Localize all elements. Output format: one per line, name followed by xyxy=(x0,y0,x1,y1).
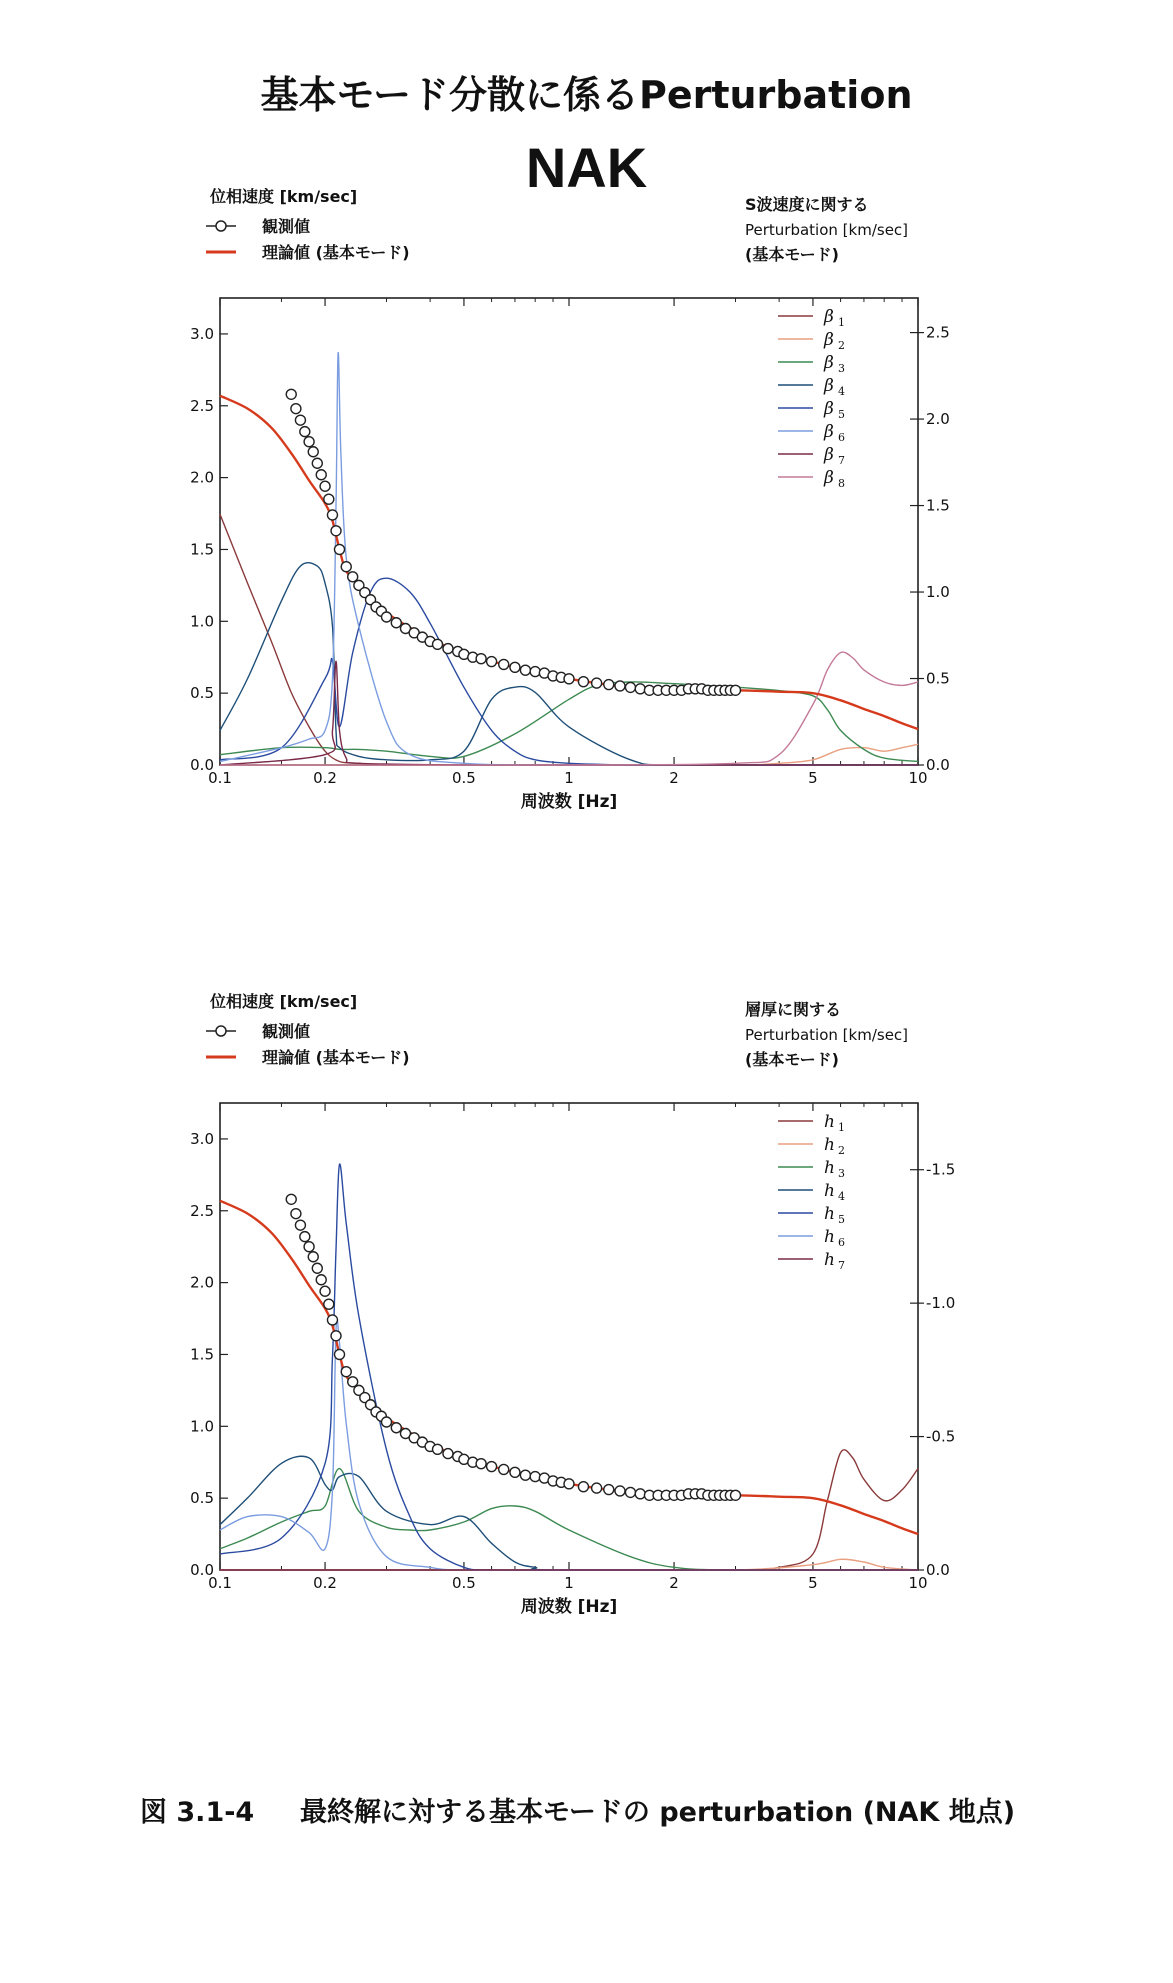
figure-caption-text: 最終解に対する基本モードの perturbation (NAK 地点) xyxy=(300,1797,1016,1828)
right-y-tick-label: 1.0 xyxy=(926,583,950,602)
s-wave-perturbation-chart xyxy=(0,180,1173,820)
left-y-tick-label: 0.0 xyxy=(190,1561,214,1579)
observed-point xyxy=(487,657,497,667)
legend-label: h xyxy=(824,1250,835,1270)
observed-point xyxy=(348,572,358,582)
observed-point xyxy=(635,684,645,694)
observed-point xyxy=(592,1483,602,1493)
legend-label-subscript: 2 xyxy=(838,1144,845,1157)
legend-label-subscript: 5 xyxy=(838,408,845,421)
left-y-tick-label: 0.5 xyxy=(190,684,214,703)
x-tick-label: 0.1 xyxy=(208,769,232,787)
observed-point xyxy=(731,685,741,695)
legend-label-subscript: 7 xyxy=(838,454,845,467)
observed-point xyxy=(615,1486,625,1496)
left-y-tick-label: 1.0 xyxy=(190,612,214,631)
figure-number: 図 3.1-4 xyxy=(140,1797,255,1828)
observed-point xyxy=(604,680,614,690)
right-y-tick-label: 0.0 xyxy=(926,1561,950,1579)
right-y-tick-label: -1.5 xyxy=(926,1160,956,1179)
observed-point xyxy=(520,1470,530,1480)
observed-point xyxy=(348,1377,358,1387)
observed-point xyxy=(476,654,486,664)
left-y-tick-label: 2.0 xyxy=(190,1273,214,1292)
observed-point xyxy=(341,562,351,572)
observed-point xyxy=(291,1209,301,1219)
legend-label-subscript: 1 xyxy=(838,316,845,329)
observed-legend-label: 観測値 xyxy=(262,1022,311,1041)
right-y-tick-label: -0.5 xyxy=(926,1427,956,1446)
observed-point xyxy=(530,1472,540,1482)
observed-point xyxy=(304,1242,314,1252)
legend-label: h xyxy=(824,1135,835,1155)
observed-point xyxy=(564,674,574,684)
legend-label-subscript: 6 xyxy=(838,431,845,444)
legend-label-subscript: 2 xyxy=(838,339,845,352)
observed-point xyxy=(592,678,602,688)
legend-label: h xyxy=(824,1181,835,1201)
legend-label-subscript: 5 xyxy=(838,1213,845,1226)
left-y-tick-label: 3.0 xyxy=(190,1129,214,1148)
legend-label-subscript: 4 xyxy=(838,1190,845,1203)
x-tick-label: 0.2 xyxy=(313,769,337,787)
right-y-tick-label: 2.0 xyxy=(926,410,950,429)
observed-point xyxy=(604,1485,614,1495)
observed-legend-marker xyxy=(216,221,226,231)
observed-point xyxy=(320,481,330,491)
legend-label-subscript: 3 xyxy=(838,362,845,375)
observed-point xyxy=(635,1489,645,1499)
x-tick-label: 1 xyxy=(564,1574,574,1592)
right-header-line-2: Perturbation [km/sec] xyxy=(745,1026,909,1044)
observed-point xyxy=(433,639,443,649)
observed-point xyxy=(316,1275,326,1285)
observed-point xyxy=(391,618,401,628)
observed-point xyxy=(331,1331,341,1341)
left-y-tick-label: 0.5 xyxy=(190,1489,214,1508)
right-header-line-1: S波速度に関する xyxy=(745,195,869,214)
legend-label: h xyxy=(824,1158,835,1178)
left-y-tick-label: 1.5 xyxy=(190,1345,214,1364)
x-tick-label: 5 xyxy=(808,1574,818,1592)
observed-point xyxy=(443,1449,453,1459)
observed-point xyxy=(487,1462,497,1472)
plot-frame xyxy=(220,1103,918,1570)
observed-point xyxy=(615,681,625,691)
legend-label: β xyxy=(824,376,834,396)
right-header-line-1: 層厚に関する xyxy=(745,1000,842,1019)
legend-label-subscript: 7 xyxy=(838,1259,845,1272)
observed-point xyxy=(286,1194,296,1204)
legend-label-subscript: 8 xyxy=(838,477,845,490)
observed-point xyxy=(331,526,341,536)
observed-point xyxy=(510,1467,520,1477)
legend-label-subscript: 1 xyxy=(838,1121,845,1134)
observed-point xyxy=(286,389,296,399)
observed-point xyxy=(300,1232,310,1242)
observed-point xyxy=(564,1479,574,1489)
observed-point xyxy=(530,667,540,677)
thickness-perturbation-chart xyxy=(0,985,1173,1625)
observed-point xyxy=(520,665,530,675)
observed-point xyxy=(476,1459,486,1469)
observed-point xyxy=(324,494,334,504)
right-header-line-3: (基本モード) xyxy=(745,1050,839,1069)
observed-point xyxy=(308,447,318,457)
observed-point xyxy=(295,1220,305,1230)
left-y-tick-label: 0.0 xyxy=(190,756,214,774)
perturbation-line-6 xyxy=(220,1319,918,1570)
observed-point xyxy=(382,1417,392,1427)
x-tick-label: 0.5 xyxy=(452,769,476,787)
right-y-tick-label: -1.0 xyxy=(926,1294,956,1313)
observed-point xyxy=(625,682,635,692)
observed-point xyxy=(327,1315,337,1325)
x-tick-label: 1 xyxy=(564,769,574,787)
observed-point xyxy=(625,1487,635,1497)
observed-point xyxy=(291,404,301,414)
observed-point xyxy=(510,662,520,672)
left-y-tick-label: 2.0 xyxy=(190,468,214,487)
left-y-tick-label: 1.0 xyxy=(190,1417,214,1436)
observed-point xyxy=(308,1252,318,1262)
x-tick-label: 10 xyxy=(908,1574,928,1592)
plot-frame xyxy=(220,298,918,765)
x-tick-label: 0.2 xyxy=(313,1574,337,1592)
observed-point xyxy=(320,1286,330,1296)
page-title: 基本モード分散に係るPerturbation xyxy=(260,73,913,117)
observed-point xyxy=(443,644,453,654)
perturbation-line-5 xyxy=(220,578,918,765)
legend-label: β xyxy=(824,307,834,327)
observed-point xyxy=(391,1423,401,1433)
observed-point xyxy=(335,1349,345,1359)
observed-point xyxy=(324,1299,334,1309)
right-y-tick-label: 2.5 xyxy=(926,323,950,342)
legend-label: h xyxy=(824,1204,835,1224)
right-y-tick-label: 1.5 xyxy=(926,496,950,515)
observed-point xyxy=(304,437,314,447)
left-y-tick-label: 2.5 xyxy=(190,1201,214,1220)
left-y-tick-label: 2.5 xyxy=(190,396,214,415)
legend-label: β xyxy=(824,468,834,488)
observed-point xyxy=(312,458,322,468)
legend-label-subscript: 4 xyxy=(838,385,845,398)
observed-point xyxy=(499,1464,509,1474)
observed-point xyxy=(312,1263,322,1273)
perturbation-line-4 xyxy=(220,563,918,766)
observed-point xyxy=(327,510,337,520)
legend-label: h xyxy=(824,1112,835,1132)
station-title: NAK xyxy=(525,136,648,199)
legend-label: β xyxy=(824,399,834,419)
x-tick-label: 5 xyxy=(808,769,818,787)
right-y-tick-label: 0.0 xyxy=(926,756,950,774)
observed-point xyxy=(300,427,310,437)
theory-legend-label: 理論値 (基本モード) xyxy=(262,1048,410,1067)
observed-legend-marker xyxy=(216,1026,226,1036)
x-tick-label: 0.5 xyxy=(452,1574,476,1592)
observed-point xyxy=(382,612,392,622)
observed-point xyxy=(316,470,326,480)
left-axis-label: 位相速度 [km/sec] xyxy=(210,992,358,1011)
observed-point xyxy=(335,544,345,554)
x-axis-title: 周波数 [Hz] xyxy=(520,792,618,812)
observed-point xyxy=(433,1444,443,1454)
right-header-line-3: (基本モード) xyxy=(745,245,839,264)
observed-point xyxy=(295,415,305,425)
observed-point xyxy=(341,1367,351,1377)
observed-point xyxy=(731,1490,741,1500)
observed-point xyxy=(499,659,509,669)
x-tick-label: 2 xyxy=(669,1574,679,1592)
theory-legend-label: 理論値 (基本モード) xyxy=(262,243,410,262)
legend-label: β xyxy=(824,422,834,442)
perturbation-line-1 xyxy=(220,1450,918,1570)
x-tick-label: 10 xyxy=(908,769,928,787)
left-y-tick-label: 3.0 xyxy=(190,324,214,343)
x-tick-label: 0.1 xyxy=(208,1574,232,1592)
left-axis-label: 位相速度 [km/sec] xyxy=(210,187,358,206)
legend-label-subscript: 3 xyxy=(838,1167,845,1180)
x-tick-label: 2 xyxy=(669,769,679,787)
legend-label: β xyxy=(824,445,834,465)
legend-label: β xyxy=(824,353,834,373)
legend-label-subscript: 6 xyxy=(838,1236,845,1249)
legend-label: β xyxy=(824,330,834,350)
x-axis-title: 周波数 [Hz] xyxy=(520,1597,618,1617)
left-y-tick-label: 1.5 xyxy=(190,540,214,559)
right-header-line-2: Perturbation [km/sec] xyxy=(745,221,909,239)
observed-point xyxy=(578,1482,588,1492)
legend-label: h xyxy=(824,1227,835,1247)
right-y-tick-label: 0.5 xyxy=(926,669,950,688)
observed-point xyxy=(578,677,588,687)
observed-legend-label: 観測値 xyxy=(262,217,311,236)
perturbation-line-5 xyxy=(220,1164,918,1570)
